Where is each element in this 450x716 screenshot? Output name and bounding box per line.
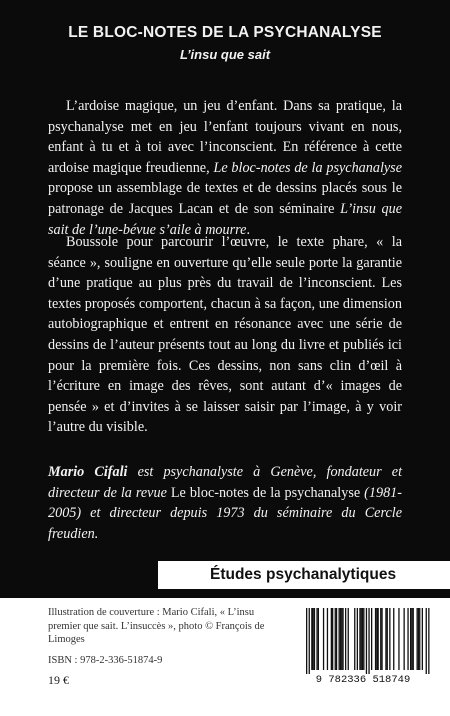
barcode-bar xyxy=(366,608,367,674)
barcode-bar xyxy=(380,608,381,670)
barcode-bar xyxy=(428,608,429,674)
isbn-text: ISBN : 978-2-336-51874-9 xyxy=(48,655,163,666)
barcode-bar xyxy=(340,608,341,670)
barcode-bar xyxy=(363,608,364,670)
cover-illustration-credit: Illustration de couverture : Mario Cifali, « L’insu premier que sait. L’insuccès », photo © François de Limoges xyxy=(48,607,265,645)
barcode-bar xyxy=(376,608,377,670)
barcode-bar xyxy=(336,608,337,670)
author-bio-run: (1981-2005) et directeur depuis 1973 du séminaire du Cercle freudien. xyxy=(48,484,402,542)
barcode-bar xyxy=(341,608,342,670)
barcode-bar xyxy=(387,608,388,670)
barcode-bar xyxy=(332,608,333,670)
blurb-paragraph-1 xyxy=(48,96,402,240)
barcode-bar xyxy=(359,608,360,670)
barcode-bar xyxy=(342,608,343,670)
barcode-bar xyxy=(404,608,405,670)
barcode-bar xyxy=(410,608,411,670)
book-subtitle: L’insu que sait xyxy=(179,47,271,62)
barcode-digits: 9 782336 518749 xyxy=(315,674,411,686)
barcode-bar xyxy=(381,608,382,670)
barcode-bar xyxy=(348,608,349,670)
barcode-bar xyxy=(378,608,379,670)
author-bio-run: Mario Cifali xyxy=(48,464,128,480)
author-bio-run: Le bloc-notes de la psychanalyse xyxy=(170,484,361,501)
barcode-bar xyxy=(411,608,412,670)
barcode-bar xyxy=(339,608,340,670)
barcode-bar xyxy=(362,608,363,670)
barcode xyxy=(296,606,430,686)
blurb-paragraph-2: Boussole pour parcourir l’œuvre, le texte phare, « la séance », souligne en ouverture qu’elle seule porte la garantie d’une pratique au plus près du travail de l’inconscient. Les textes proposés comportent, chacun à sa façon, une dimension autobiographique et entrent en résonance avec une série de dessins de l’auteur présents tout au long du livre et publiés ici pour la première fois. Ces dessins, non sans clin d’œil à l’écriture en image des rêves, sont autant d’« images de pensée » et d’invites à se laisser saisir par l’image, à y voir l’autre du visible. xyxy=(48,234,402,436)
barcode-bar xyxy=(314,608,315,670)
barcode-bar xyxy=(316,608,317,670)
back-cover-footer xyxy=(0,598,450,716)
blurb-paragraph-1-run: . xyxy=(246,221,250,238)
barcode-bar xyxy=(407,608,408,670)
barcode-bar xyxy=(313,608,314,670)
blurb-paragraph-1-run: L’insu que sait de l’une-bévue s’aile à mourre xyxy=(48,200,402,238)
barcode-bar xyxy=(371,608,372,670)
barcode-bar xyxy=(385,608,386,670)
blurb-paragraph-1-run: L’ardoise magique, un jeu d’enfant. Dans sa pratique, la psychanalyse met en jeu l’enfant toujours vivant en nous, enfant à tu et à toi avec l’inconscient. En référence à cette ardoise magique freudienne, xyxy=(48,98,402,176)
series-label: Études psychanalytiques xyxy=(210,566,397,583)
barcode-bar xyxy=(375,608,376,670)
barcode-bar xyxy=(323,608,324,670)
barcode-bar xyxy=(306,608,307,674)
barcode-bar xyxy=(345,608,346,670)
barcode-bar xyxy=(417,608,418,670)
barcode-bar xyxy=(357,608,358,670)
price-text: 19 € xyxy=(48,673,69,687)
barcode-bar xyxy=(418,608,419,670)
barcode-bar xyxy=(413,608,414,670)
barcode-bar xyxy=(398,608,399,670)
barcode-bar xyxy=(327,608,328,670)
blurb-paragraph-1-run: Le bloc-notes de la psychanalyse xyxy=(213,159,402,176)
barcode-bar xyxy=(335,608,336,670)
barcode-bar xyxy=(309,608,310,674)
book-title: LE BLOC-NOTES DE LA PSYCHANALYSE xyxy=(68,24,382,41)
series-banner xyxy=(158,561,450,589)
barcode-bar xyxy=(318,608,319,670)
author-bio xyxy=(48,462,402,544)
barcode-bar xyxy=(426,608,427,674)
barcode-bar xyxy=(354,608,355,670)
barcode-bar xyxy=(331,608,332,670)
barcode-bar xyxy=(368,608,369,674)
barcode-bar xyxy=(361,608,362,670)
barcode-bar xyxy=(311,608,312,670)
blurb-paragraph-1-run: propose un assemblage de textes et de dessins placés sous le patronage de Jacques Lacan et de son séminaire xyxy=(48,180,402,217)
author-bio-run: est psychanalyste à Genève, fondateur et directeur de la revue xyxy=(48,464,403,501)
barcode-bar xyxy=(422,608,423,670)
barcode-bar xyxy=(393,608,394,670)
barcode-bar xyxy=(419,608,420,670)
barcode-bar xyxy=(389,608,390,670)
